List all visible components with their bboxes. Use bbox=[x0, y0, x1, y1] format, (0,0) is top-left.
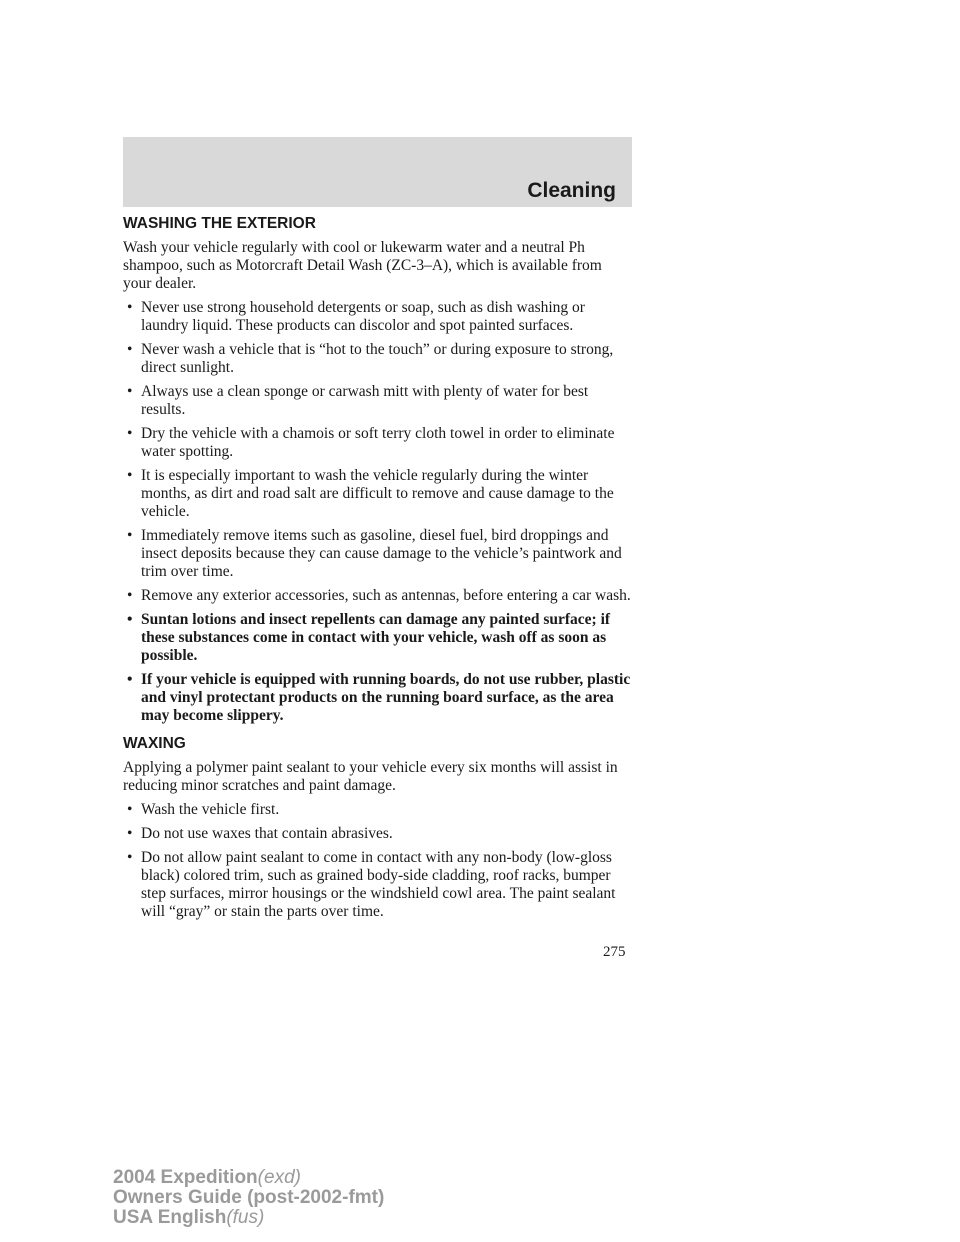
bullet-icon: • bbox=[127, 849, 133, 866]
bullet-icon: • bbox=[127, 341, 133, 358]
bullet-icon: • bbox=[127, 587, 133, 604]
bullet-icon: • bbox=[127, 299, 133, 316]
bullet-icon: • bbox=[127, 825, 133, 842]
list-item: • Do not allow paint sealant to come in contact with any non-body (low-gloss black) colored trim, such as grained body-side cladding, roof racks, bumper step surfaces, mirror housings or the windshield cowl area. The paint sealant will “gray” or stain the parts over time. bbox=[127, 849, 616, 920]
list-item: • Wash the vehicle first. bbox=[127, 801, 280, 818]
list-item: • Do not use waxes that contain abrasives. bbox=[127, 825, 393, 842]
section-header-band bbox=[123, 137, 632, 207]
footer-line-model: 2004 Expedition(exd) bbox=[113, 1167, 301, 1188]
bullet-icon: • bbox=[127, 383, 133, 400]
section-title: Cleaning bbox=[527, 179, 616, 202]
list-item: • Never wash a vehicle that is “hot to the touch” or during exposure to strong, direct sunlight. bbox=[127, 341, 614, 376]
list-item: • Remove any exterior accessories, such as antennas, before entering a car wash. bbox=[127, 587, 631, 604]
list-item-warning: • If your vehicle is equipped with running boards, do not use rubber, plastic and vinyl protectant products on the running board surface, as the area may become slippery. bbox=[127, 671, 631, 724]
washing-list bbox=[123, 299, 633, 725]
heading-waxing: WAXING bbox=[123, 735, 186, 752]
list-item: • Dry the vehicle with a chamois or soft terry cloth towel in order to eliminate water spotting. bbox=[127, 425, 615, 460]
heading-washing-exterior: WASHING THE EXTERIOR bbox=[123, 215, 316, 232]
bullet-icon: • bbox=[127, 801, 133, 818]
list-item: • Always use a clean sponge or carwash mitt with plenty of water for best results. bbox=[127, 383, 589, 418]
list-item: • Never use strong household detergents or soap, such as dish washing or laundry liquid. These products can discolor and spot painted surfaces. bbox=[127, 299, 585, 334]
waxing-intro: Applying a polymer paint sealant to your vehicle every six months will assist in reducing minor scratches and paint damage. bbox=[123, 759, 618, 794]
document-footer bbox=[113, 1168, 384, 1228]
page-content bbox=[123, 214, 633, 927]
bullet-icon: • bbox=[127, 425, 133, 442]
bullet-icon: • bbox=[127, 527, 133, 544]
footer-line-guide: Owners Guide (post-2002-fmt) bbox=[113, 1187, 385, 1208]
list-item-warning: • Suntan lotions and insect repellents can damage any painted surface; if these substances come in contact with your vehicle, wash off as soon as possible. bbox=[127, 611, 611, 664]
waxing-list bbox=[123, 801, 633, 921]
page-number: 275 bbox=[603, 944, 626, 960]
bullet-icon: • bbox=[127, 611, 133, 628]
list-item: • Immediately remove items such as gasoline, diesel fuel, bird droppings and insect deposits because they can cause damage to the vehicle’s paintwork and trim over time. bbox=[127, 527, 622, 580]
bullet-icon: • bbox=[127, 671, 133, 688]
list-item: • It is especially important to wash the vehicle regularly during the winter months, as dirt and road salt are difficult to remove and cause damage to the vehicle. bbox=[127, 467, 614, 520]
washing-intro: Wash your vehicle regularly with cool or lukewarm water and a neutral Ph shampoo, such as Motorcraft Detail Wash (ZC-3–A), which is available from your dealer. bbox=[123, 239, 602, 292]
footer-line-language: USA English(fus) bbox=[113, 1207, 265, 1228]
bullet-icon: • bbox=[127, 467, 133, 484]
